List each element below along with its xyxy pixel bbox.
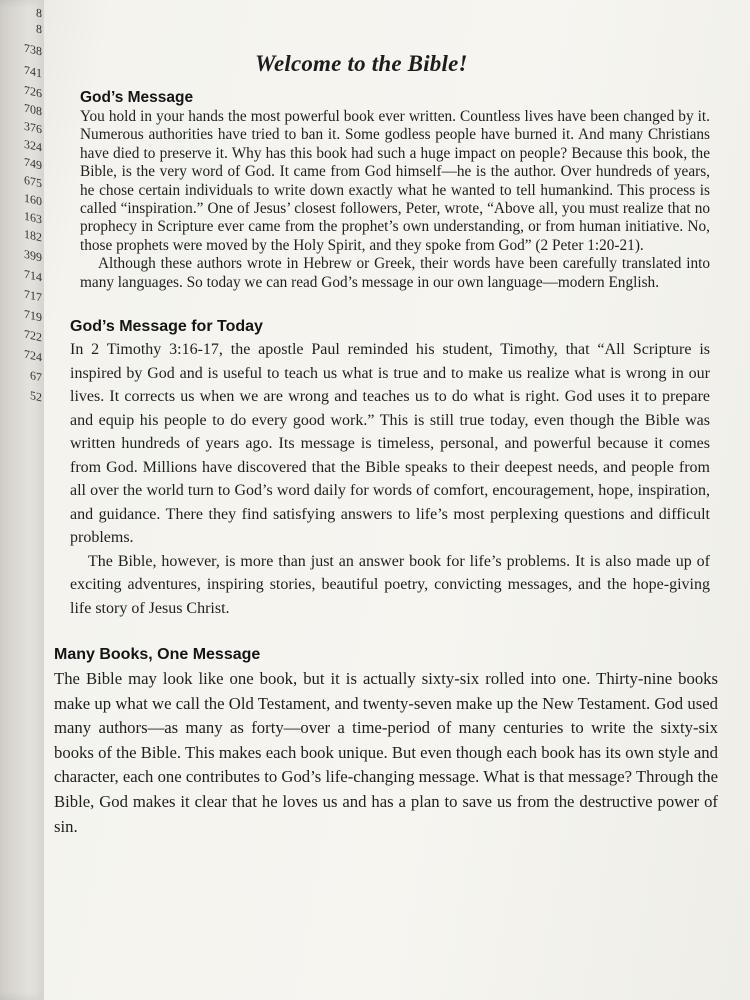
section-heading: Many Books, One Message <box>54 646 261 664</box>
paragraph: You hold in your hands the most powerful book ever written. Countless lives have been changed by it. Numerous authorities have tried to ban it. Some godless people have burned it. And many Christians have died to preserve it. Why has this book had such a huge impact on people? Because this book, the Bible, is the very word of God. It came from God himself—he is the author. Over hundreds of years, he chose certain individuals to write down exactly what he wanted to tell humankind. This process is called “inspiration.” One of Jesus’ closest followers, Peter, wrote, “Above all, you must realize that no prophecy in Scripture ever came from the prophet’s own understanding, or from human initiative. No, those prophets were moved by the Holy Spirit, and they spoke from God” (2 Peter 1:20-21). <box>80 108 710 254</box>
section-heading: God’s Message for Today <box>70 318 263 336</box>
margin-number: 722 <box>24 326 42 345</box>
margin-number: 724 <box>24 346 42 365</box>
section-heading: God’s Message <box>80 89 194 106</box>
left-page-edge <box>0 0 44 1000</box>
margin-number: 708 <box>24 100 42 119</box>
margin-number: 8 <box>36 21 42 37</box>
margin-number: 376 <box>24 118 42 137</box>
paragraph: Although these authors wrote in Hebrew or Greek, their words have been carefully translated into many languages. So today we can read God’s message in our own language—modern English. <box>80 255 710 291</box>
margin-number: 726 <box>24 82 42 101</box>
margin-number: 717 <box>24 286 42 305</box>
margin-number: 8 <box>36 5 42 21</box>
paragraph: In 2 Timothy 3:16-17, the apostle Paul reminded his student, Timothy, that “All Scripture is inspired by God and is useful to teach us what is true and to make us realize what is wrong in our lives. It corrects us when we are wrong and teaches us to do what is right. God uses it to prepare and equip his people to do every good work.” This is still true today, even though the Bible was written hundreds of years ago. Its message is timeless, personal, and powerful because it comes from God. Millions have discovered that the Bible speaks to their deepest needs, and people from all over the world turn to God’s word daily for words of comfort, encouragement, hope, inspiration, and guidance. There they find satisfying answers to life’s most perplexing questions and difficult problems. <box>70 341 710 547</box>
margin-number: 324 <box>24 136 42 155</box>
article-body <box>54 88 718 839</box>
margin-number: 163 <box>24 208 42 227</box>
paragraph: The Bible, however, is more than just an answer book for life’s problems. It is also made up of exciting adventures, inspiring stories, beautiful poetry, convicting messages, and the hope-giving life story of Jesus Christ. <box>70 552 710 617</box>
margin-number: 67 <box>30 367 42 385</box>
margin-page-numbers <box>0 0 42 405</box>
section-gods-message <box>80 88 710 292</box>
section-many-books-one-message <box>54 643 718 839</box>
paragraph: The Bible may look like one book, but it is actually sixty-six rolled into one. Thirty-nine books make up what we call the Old Testament, and twenty-seven make up the New Testament. God used many authors—as many as forty—over a time-period of many centuries to write the sixty-six books of the Bible. This makes each book unique. But even though each book has its own style and character, each one contributes to God’s life-changing message. What is that message? Through the Bible, God makes it clear that he loves us and has a plan to save us from the destructive power of sin. <box>54 669 718 836</box>
page-title: Welcome to the Bible! <box>255 51 468 77</box>
margin-number: 741 <box>24 62 42 81</box>
margin-number: 749 <box>24 154 42 173</box>
margin-number: 719 <box>24 306 42 325</box>
margin-number: 182 <box>24 226 42 245</box>
section-gods-message-for-today <box>70 316 710 620</box>
margin-number: 714 <box>24 266 42 285</box>
margin-number: 738 <box>24 40 42 59</box>
margin-number: 399 <box>24 246 42 265</box>
margin-number: 52 <box>30 387 42 405</box>
margin-number: 160 <box>24 190 42 209</box>
margin-number: 675 <box>24 172 42 191</box>
